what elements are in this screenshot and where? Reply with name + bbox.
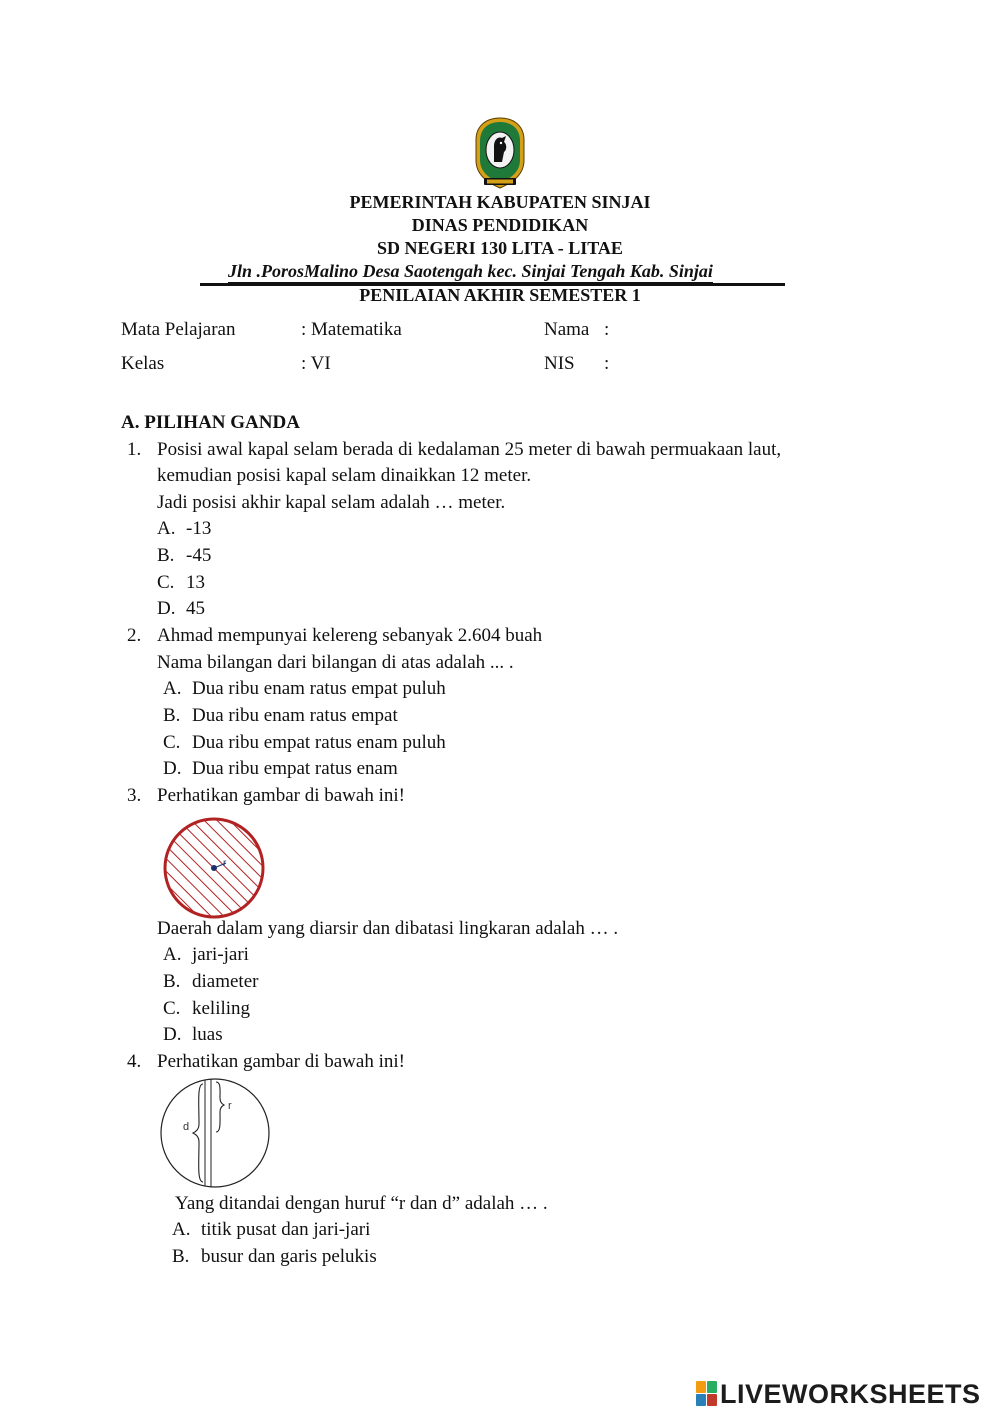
- question-text: kemudian posisi kapal selam dinaikkan 12 meter.: [157, 465, 532, 486]
- header-line-2: DINAS PENDIDIKAN: [411, 215, 589, 235]
- question-text: Perhatikan gambar di bawah ini!: [157, 785, 405, 806]
- option-letter: D.: [163, 758, 182, 779]
- option-letter: B.: [163, 971, 181, 992]
- option-letter: B.: [163, 705, 181, 726]
- option-letter: A.: [157, 518, 176, 539]
- liveworksheets-logo-icon: [696, 1381, 718, 1407]
- header-line-3: SD NEGERI 130 LITA - LITAE: [377, 238, 623, 258]
- option-text: keliling: [192, 998, 251, 1019]
- kabupaten-sinjai-emblem: [474, 116, 526, 192]
- question-text: Daerah dalam yang diarsir dan dibatasi lingkaran adalah … .: [157, 918, 619, 939]
- option-text: luas: [192, 1024, 223, 1045]
- question-text: Posisi awal kapal selam berada di kedalaman 25 meter di bawah permuakaan laut,: [157, 439, 782, 460]
- option-letter: A.: [163, 678, 182, 699]
- option-text: jari-jari: [192, 944, 249, 965]
- question-text: Ahmad mempunyai kelereng sebanyak 2.604 buah: [157, 625, 543, 646]
- option-text: Dua ribu enam ratus empat: [192, 705, 398, 726]
- question-number: 4.: [127, 1051, 142, 1072]
- option-letter: C.: [163, 998, 181, 1019]
- section-a-title: A. PILIHAN GANDA: [121, 412, 300, 433]
- hatched-circle-figure: [160, 815, 270, 921]
- option-letter: D.: [157, 598, 176, 619]
- option-letter: B.: [172, 1246, 190, 1267]
- nis-colon: :: [604, 353, 610, 374]
- watermark-text: LIVEWORKSHEETS: [720, 1378, 981, 1409]
- question-number: 2.: [127, 625, 142, 646]
- header-line-1: PEMERINTAH KABUPATEN SINJAI: [349, 192, 651, 212]
- subject-label: Mata Pelajaran: [121, 319, 236, 340]
- option-letter: A.: [172, 1219, 191, 1240]
- question-text: Perhatikan gambar di bawah ini!: [157, 1051, 405, 1072]
- radius-brace: [216, 1082, 224, 1132]
- question-number: 3.: [127, 785, 142, 806]
- circle-outline: [161, 1079, 269, 1187]
- question-number: 1.: [127, 439, 142, 460]
- option-letter: B.: [157, 545, 175, 566]
- option-letter: D.: [163, 1024, 182, 1045]
- radius-label: r: [223, 858, 227, 869]
- liveworksheets-watermark: [696, 1378, 996, 1410]
- option-text: Dua ribu empat ratus enam puluh: [192, 732, 446, 753]
- question-text: Nama bilangan dari bilangan di atas adalah ... .: [157, 652, 514, 673]
- class-value: : VI: [301, 353, 331, 374]
- option-letter: A.: [163, 944, 182, 965]
- subject-value: : Matematika: [301, 319, 402, 340]
- option-text: Dua ribu empat ratus enam: [192, 758, 398, 779]
- option-text: 13: [186, 572, 205, 593]
- name-colon: :: [604, 319, 610, 340]
- name-label: Nama: [544, 319, 590, 340]
- school-address: Jln .PorosMalino Desa Saotengah kec. Sinjai Tengah Kab. Sinjai: [228, 261, 713, 281]
- option-text: diameter: [192, 971, 259, 992]
- option-letter: C.: [157, 572, 175, 593]
- radius-diameter-figure: [155, 1078, 275, 1188]
- option-letter: C.: [163, 732, 181, 753]
- nis-label: NIS: [544, 353, 575, 374]
- class-label: Kelas: [121, 353, 165, 374]
- r-label: r: [228, 1100, 232, 1112]
- d-label: d: [183, 1121, 190, 1133]
- question-text: Yang ditandai dengan huruf “r dan d” adalah … .: [175, 1193, 548, 1214]
- option-text: titik pusat dan jari-jari: [201, 1219, 371, 1240]
- option-text: Dua ribu enam ratus empat puluh: [192, 678, 446, 699]
- diameter-brace: [193, 1084, 203, 1182]
- question-text: Jadi posisi akhir kapal selam adalah … meter.: [157, 492, 506, 513]
- option-text: 45: [186, 598, 205, 619]
- option-text: -45: [186, 545, 212, 566]
- option-text: busur dan garis pelukis: [201, 1246, 377, 1267]
- option-text: -13: [186, 518, 212, 539]
- exam-title: PENILAIAN AKHIR SEMESTER 1: [359, 285, 641, 305]
